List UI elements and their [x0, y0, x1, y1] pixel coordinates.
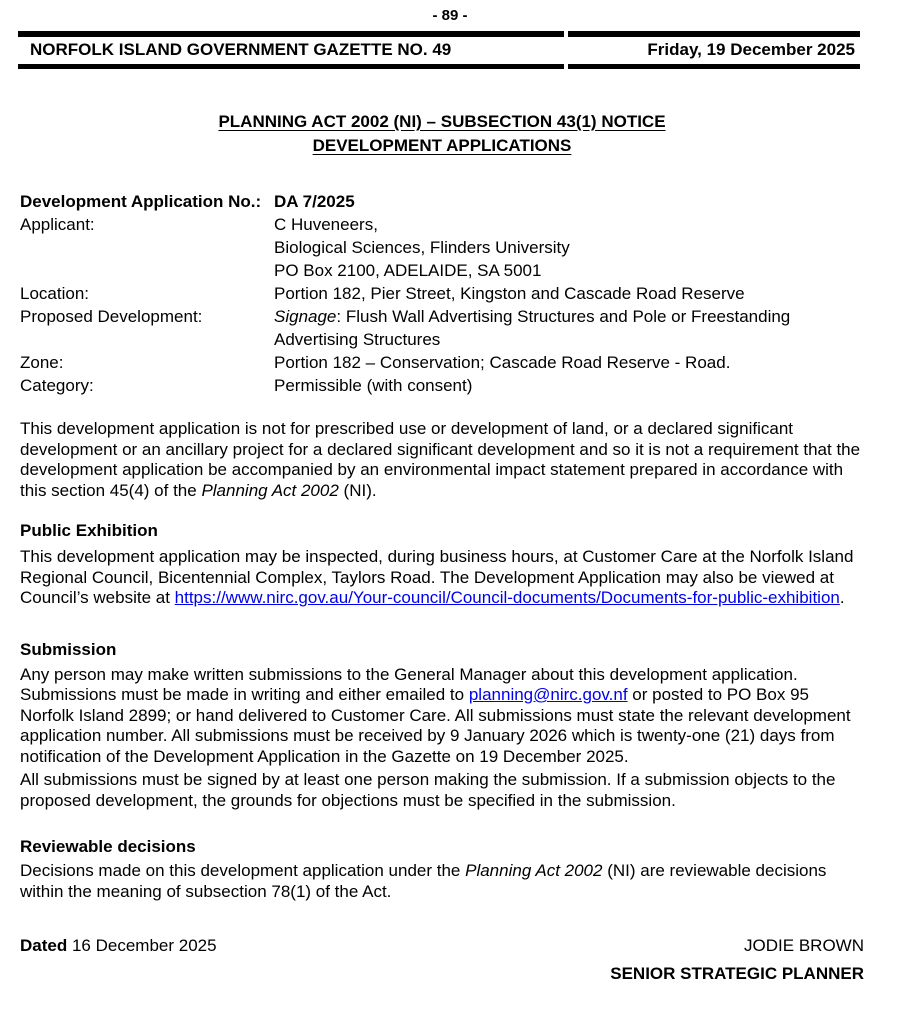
- detail-value: Portion 182 – Conservation; Cascade Road Reserve - Road.: [274, 353, 731, 372]
- detail-value: Portion 182, Pier Street, Kingston and Cascade Road Reserve: [274, 284, 745, 303]
- signatory-title: SENIOR STRATEGIC PLANNER: [610, 964, 864, 983]
- application-details: [20, 190, 864, 397]
- paragraph-environmental-statement: [20, 419, 864, 501]
- paragraph-reviewable-decisions: [20, 861, 864, 902]
- detail-label: Location:: [20, 284, 89, 303]
- detail-row-applicant: [20, 213, 864, 282]
- gazette-header-date: Friday, 19 December 2025: [568, 31, 860, 69]
- paragraph-submission-1: [20, 665, 864, 768]
- notice-title-line1: PLANNING ACT 2002 (NI) – SUBSECTION 43(1) NOTICE: [218, 112, 666, 131]
- text-segment: Decisions made on this development application under the: [20, 861, 466, 880]
- text-segment: Any person may make written submissions to the General Manager about this development application. Submissions must be made in writing and either emailed to: [20, 664, 798, 704]
- dated-value: 16 December 2025: [71, 936, 217, 955]
- detail-label: Proposed Development:: [20, 307, 203, 326]
- italic-text: Planning Act 2002: [465, 861, 603, 880]
- paragraph-public-exhibition: [20, 547, 864, 609]
- page-number: - 89 -: [432, 7, 468, 24]
- detail-label: Zone:: [20, 353, 64, 372]
- applicant-line: PO Box 2100, ADELAIDE, SA 5001: [274, 261, 542, 280]
- text-segment: : Flush Wall Advertising Structures and Pole or Freestanding Advertising Structures: [274, 307, 791, 349]
- detail-value: [274, 213, 864, 282]
- hyperlink[interactable]: https://www.nirc.gov.au/Your-council/Council-documents/Documents-for-public-exhibition: [174, 588, 840, 607]
- notice-title-line2: DEVELOPMENT APPLICATIONS: [312, 136, 572, 155]
- detail-row-location: [20, 282, 864, 305]
- notice-footer: [20, 935, 864, 984]
- italic-text: Planning Act 2002: [201, 480, 339, 500]
- hyperlink[interactable]: planning@nirc.gov.nf: [468, 685, 628, 704]
- text-segment: .: [839, 588, 845, 607]
- text-segment: This development application may be inspected, during business hours, at Customer Care at the Norfolk Island Regional Council, Bicentennial Complex, Taylors Road. The Development Application may also be viewed at Council’s website at: [20, 547, 854, 607]
- notice-title: [20, 110, 864, 158]
- text-segment: or posted to PO Box 95 Norfolk Island 2899; or hand delivered to Customer Care. All submissions must state the relevant development application number. All submissions must be received by 9 January 2026 which is twenty-one (21) days from notification of the Development Application in the Gazette on 19 December 2025.: [20, 685, 851, 766]
- dated-label: Dated: [20, 936, 68, 955]
- detail-label: Development Application No.:: [20, 192, 262, 211]
- signature-block: [610, 935, 864, 984]
- applicant-line: C Huveneers,: [274, 215, 378, 234]
- paragraph-submission-2: All submissions must be signed by at least one person making the submission. If a submission objects to the proposed development, the grounds for objections must be specified in the submission.: [20, 770, 836, 810]
- detail-row-zone: [20, 351, 864, 374]
- detail-row-application-number: [20, 190, 864, 213]
- italic-text: Signage: [274, 307, 337, 326]
- text-segment: (NI) are reviewable decisions within the meaning of subsection 78(1) of the Act.: [20, 861, 827, 901]
- notice-body: [0, 110, 900, 984]
- dated-line: [20, 935, 217, 956]
- heading-reviewable-decisions: Reviewable decisions: [20, 837, 196, 856]
- detail-label: Applicant:: [20, 215, 95, 234]
- heading-public-exhibition: Public Exhibition: [20, 521, 158, 540]
- detail-value: [274, 305, 864, 351]
- applicant-line: Biological Sciences, Flinders University: [274, 238, 570, 257]
- detail-label: Category:: [20, 376, 94, 395]
- text-segment: (NI).: [338, 480, 377, 500]
- detail-row-category: [20, 374, 864, 397]
- text-segment: This development application is not for prescribed use or development of land, or a declared significant development or an ancillary project for a declared significant development and so it is not a requirement that the development application be accompanied by an environmental impact statement prepared in accordance with this section 45(4) of the: [20, 419, 861, 500]
- masthead: [18, 31, 860, 69]
- heading-submission: Submission: [20, 639, 117, 659]
- detail-value: Permissible (with consent): [274, 376, 473, 395]
- signatory-name: JODIE BROWN: [744, 936, 864, 955]
- detail-value: DA 7/2025: [274, 192, 355, 211]
- gazette-header-title: NORFOLK ISLAND GOVERNMENT GAZETTE NO. 49: [18, 31, 564, 69]
- detail-row-proposed-development: [20, 305, 864, 351]
